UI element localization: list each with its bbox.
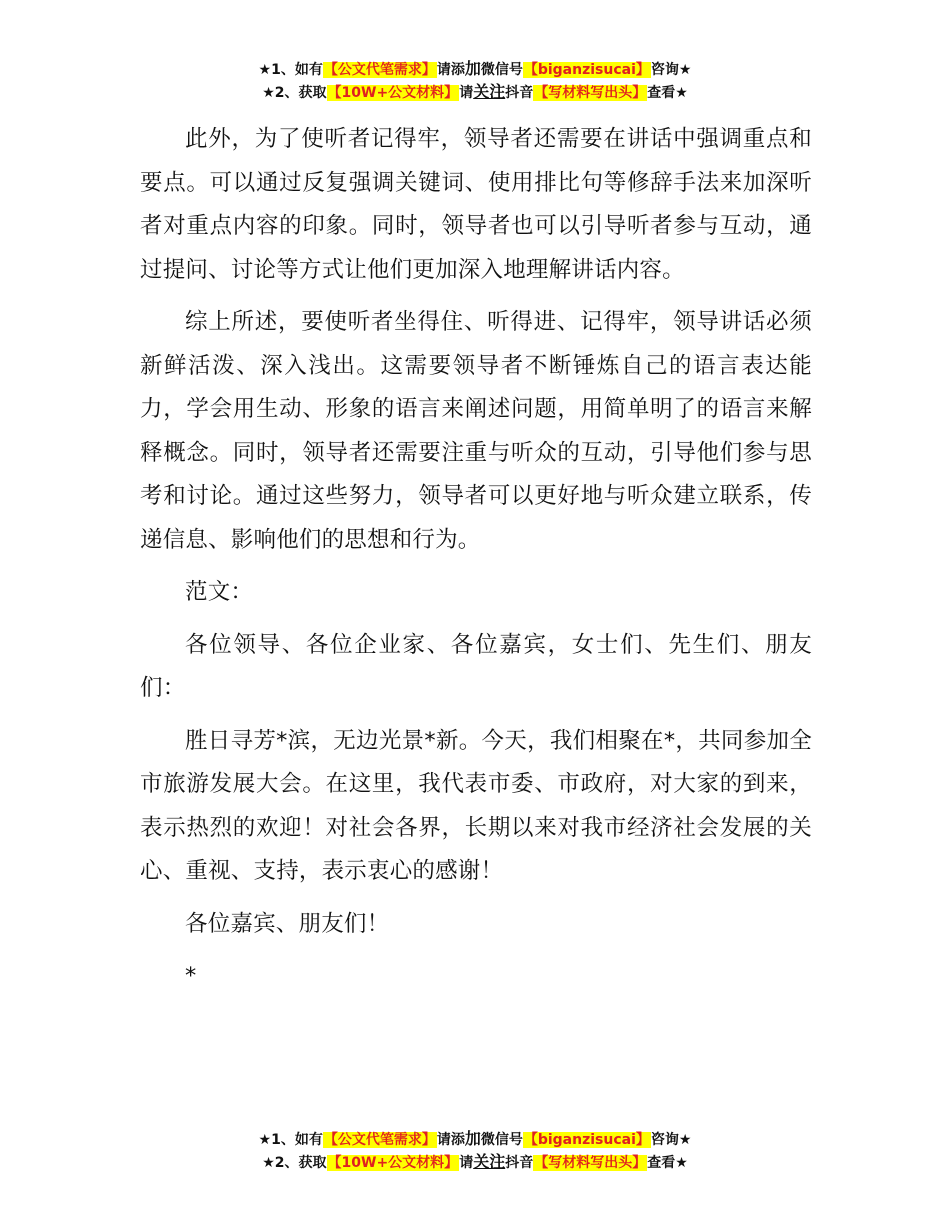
banner-text: 请	[459, 1155, 474, 1171]
header-banner	[0, 58, 950, 104]
document-body	[140, 118, 812, 1008]
banner-emphasis: 关注	[473, 1152, 506, 1171]
footer-banner	[0, 1128, 950, 1174]
banner-emphasis: 加	[464, 59, 481, 78]
banner-highlight: 【写材料写出头】	[534, 85, 647, 101]
banner-prefix: ★1、如有	[258, 1132, 323, 1148]
banner-suffix: 咨询★	[650, 1132, 692, 1148]
banner-suffix: 查看★	[647, 85, 688, 101]
banner-line-2	[0, 1151, 950, 1174]
body-paragraph: 胜日寻芳*滨，无边光景*新。今天，我们相聚在*，共同参加全市旅游发展大会。在这里，我代表市委、市政府，对大家的到来，表示热烈的欢迎！对社会各界，长期以来对我市经济社会发展的关心、重视、支持，表示衷心的感谢！	[140, 727, 812, 884]
banner-prefix: ★1、如有	[258, 62, 323, 78]
banner-highlight: 【biganzisucai】	[523, 1132, 650, 1148]
banner-highlight: 【公文代笔需求】	[323, 62, 436, 78]
banner-highlight: 【写材料写出头】	[534, 1155, 647, 1171]
body-paragraph: 此外，为了使听者记得牢，领导者还需要在讲话中强调重点和要点。可以通过反复强调关键词、使用排比句等修辞手法来加深听者对重点内容的印象。同时，领导者也可以引导听者参与互动，通过提问、讨论等方式让他们更加深入地理解讲话内容。	[140, 126, 812, 283]
banner-highlight: 【10W+公文材料】	[327, 1155, 459, 1171]
banner-line-2	[0, 81, 950, 104]
banner-highlight: 【10W+公文材料】	[327, 85, 459, 101]
banner-prefix: ★2、获取	[262, 85, 327, 101]
banner-text: 请	[459, 85, 474, 101]
banner-text: 抖音	[505, 1155, 534, 1171]
body-paragraph: 综上所述，要使听者坐得住、听得进、记得牢，领导讲话必须新鲜活泼、深入浅出。这需要领导者不断锤炼自己的语言表达能力，学会用生动、形象的语言来阐述问题，用简单明了的语言来解释概念。同时，领导者还需要注重与听众的互动，引导他们参与思考和讨论。通过这些努力，领导者可以更好地与听众建立联系，传递信息、影响他们的思想和行为。	[140, 309, 812, 553]
banner-suffix: 查看★	[647, 1155, 688, 1171]
banner-text: 请添	[436, 1132, 465, 1148]
banner-suffix: 咨询★	[650, 62, 692, 78]
body-paragraph: 各位领导、各位企业家、各位嘉宾，女士们、先生们、朋友们：	[140, 631, 812, 701]
banner-line-1	[0, 1128, 950, 1151]
body-paragraph: *	[185, 963, 197, 989]
banner-emphasis: 关注	[473, 82, 506, 101]
banner-line-1	[0, 58, 950, 81]
banner-text: 抖音	[505, 85, 534, 101]
banner-prefix: ★2、获取	[262, 1155, 327, 1171]
body-paragraph: 各位嘉宾、朋友们！	[185, 910, 390, 937]
banner-emphasis: 加	[464, 1129, 481, 1148]
body-paragraph: 范文：	[185, 579, 254, 605]
banner-highlight: 【biganzisucai】	[523, 62, 650, 78]
banner-highlight: 【公文代笔需求】	[323, 1132, 436, 1148]
banner-text: 微信号	[480, 1132, 523, 1148]
banner-text: 微信号	[480, 62, 523, 78]
banner-text: 请添	[436, 62, 465, 78]
